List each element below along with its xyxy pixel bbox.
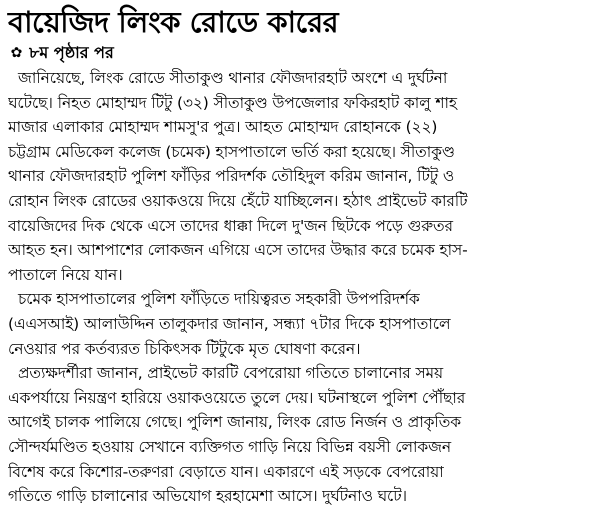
body-line: একপর্যায়ে নিয়ন্ত্রণ হারিয়ে ওয়াকওয়েতে তুলে দেয়। ঘটনাস্থলে পুলিশ পৌঁছার xyxy=(8,388,466,407)
body-line: মাজার এলাকার মোহাম্মদ শামসু'র পুত্র। আহত মোহাম্মদ রোহানকে (২২) xyxy=(8,118,438,137)
asterisk-flower-icon: ✿ xyxy=(10,44,23,61)
headline: বায়েজিদ লিংক রোডে কারের xyxy=(8,5,339,39)
body-line: সৌন্দর্যমণ্ডিত হওয়ায় সেখানে ব্যক্তিগত গাড়ি নিয়ে বিভিন্ন বয়সী লোকজন xyxy=(8,437,451,456)
body-line: জানিয়েছে, লিংক রোডে সীতাকুণ্ড থানার ফৌজদারহাট অংশে এ দুর্ঘটনা xyxy=(18,69,448,87)
body-line: গতিতে গাড়ি চালানোর অভিযোগ হরহামেশা আসে। দুর্ঘটনাও ঘটে। xyxy=(8,487,407,506)
body-line: রোহান লিংক রোডের ওয়াকওয়ে দিয়ে হেঁটে যাচ্ছিলেন। হঠাৎ প্রাইভেট কারটি xyxy=(8,191,468,210)
body-line: আহত হন। আশপাশের লোকজন এগিয়ে এসে তাদের উদ্ধার করে চমেক হাস- xyxy=(8,241,468,260)
continued-from-marker xyxy=(8,42,592,64)
body-line: পাতালে নিয়ে যান। xyxy=(8,265,123,284)
body-line: থানার ফৌজদারহাট পুলিশ ফাঁড়ির পরিদর্শক তৌহিদুল করিম জানান, টিটু ও xyxy=(8,167,455,186)
body-line: নেওয়ার পর কর্তব্যরত চিকিৎসক টিটুকে মৃত ঘোষণা করেন। xyxy=(8,339,361,358)
body-line: বায়েজিদের দিক থেকে এসে তাদের ধাক্কা দিলে দু'জন ছিটকে পড়ে গুরুতর xyxy=(8,216,453,235)
body-line: (এএসআই) আলাউদ্দিন তালুকদার জানান, সন্ধ্যা ৭টার দিকে হাসপাতালে xyxy=(8,314,451,333)
article-body xyxy=(8,66,592,509)
body-line: বিশেষ করে কিশোর-তরুণরা বেড়াতে যান। একারণে এই সড়কে বেপরোয়া xyxy=(8,462,444,481)
body-line: চট্টগ্রাম মেডিকেল কলেজ (চমেক) হাসপাতালে ভর্তি করা হয়েছে। সীতাকুণ্ড xyxy=(8,142,455,161)
body-line: প্রত্যক্ষদর্শীরা জানান, প্রাইভেট কারটি বেপরোয়া গতিতে চালানোর সময় xyxy=(18,364,443,383)
body-line: ঘটেছে। নিহত মোহাম্মদ টিটু (৩২) সীতাকুণ্ড উপজেলার ফকিরহাট কালু শাহ xyxy=(8,93,457,112)
body-line: আগেই চালক পালিয়ে গেছে। পুলিশ জানায়, লিংক রোড নির্জন ও প্রাকৃতিক xyxy=(8,413,461,432)
continued-label: ৮ম পৃষ্ঠার পর xyxy=(29,42,114,62)
body-line: চমেক হাসপাতালের পুলিশ ফাঁড়িতে দায়িত্বরত সহকারী উপপরিদর্শক xyxy=(18,290,420,309)
